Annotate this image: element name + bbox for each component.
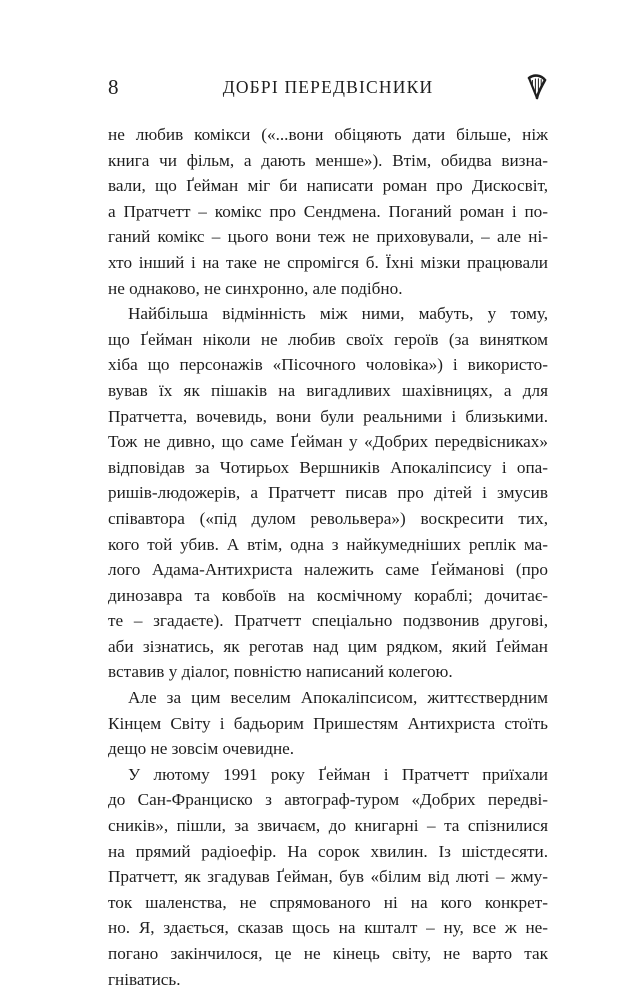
- text-line: що Ґейман ніколи не любив своїх героїв (за винятком: [108, 329, 548, 349]
- running-title: ДОБРІ ПЕРЕДВІСНИКИ: [222, 77, 434, 97]
- text-line: ришів-людожерів, а Пратчетт писав про дітей і змусив: [108, 483, 548, 503]
- text-line: хіба що персонажів «Пісочного чоловіка») і використо-: [108, 355, 548, 375]
- text-line: вали, що Ґейман міг би написати роман про Дискосвіт,: [108, 176, 548, 196]
- text-line: співавтора («під дулом револьвера») воскресити тих,: [108, 508, 548, 528]
- text-line: дещо не зовсім очевидне.: [108, 739, 295, 759]
- text-line: лого Адама-Антихриста належить саме Ґейманові (про: [108, 560, 548, 580]
- text-line: те – згадаєте). Пратчетт спеціально подзвонив другові,: [108, 611, 548, 631]
- text-line: Але за цим веселим Апокаліпсисом, життєствердним: [128, 688, 548, 708]
- text-line: Найбільша відмінність між ними, мабуть, у тому,: [128, 304, 548, 324]
- paragraph-2: [108, 301, 548, 685]
- harp-icon: [526, 74, 548, 100]
- text-line: гніватись.: [108, 969, 181, 989]
- text-line: ток шаленства, не спрямованого ні на кого конкрет-: [108, 892, 548, 912]
- text-line: динозавра та ковбоїв на космічному кораблі; дочитає-: [108, 585, 548, 605]
- text-line: вував їх як пішаків на вигадливих шахівницях, а для: [108, 380, 548, 400]
- text-line: не однаково, не синхронно, але подібно.: [108, 278, 403, 298]
- text-line: но. Я, здається, сказав щось на кшталт – ну, все ж не-: [108, 918, 548, 938]
- paragraph-3: [108, 685, 548, 762]
- page-header: [108, 72, 548, 102]
- text-line: сників», пішли, за звичаєм, до книгарні – та спізнилися: [108, 816, 548, 836]
- text-line: У лютому 1991 року Ґейман і Пратчетт приїхали: [128, 764, 548, 784]
- text-line: а Пратчетт – комікс про Сендмена. Поганий роман і по-: [108, 201, 548, 221]
- text-line: ганий комікс – цього вони теж не приховували, – але ні-: [108, 227, 548, 247]
- text-line: аби зізнатись, як реготав над цим рядком, який Ґейман: [108, 636, 548, 656]
- text-line: погано закінчилося, це не кінець світу, не варто так: [108, 944, 548, 963]
- text-line: вставив у діалог, повністю написаний колегою.: [108, 662, 453, 682]
- text-line: Кінцем Світу і бадьорим Пришестям Антихриста стоїть: [108, 713, 548, 733]
- text-line: на прямий радіоефір. На сорок хвилин. Із шістдесяти.: [108, 841, 548, 861]
- paragraph-4: [108, 762, 548, 992]
- text-line: хто інший і на таке не спромігся б. Їхні мізки працювали: [108, 252, 548, 272]
- paragraph-1: [108, 122, 548, 301]
- text-line: відповідав за Чотирьох Вершників Апокаліпсису і опа-: [108, 457, 548, 477]
- text-line: не любив комікси («...вони обіцяють дати більше, ніж: [108, 125, 548, 144]
- body-text: [108, 122, 548, 992]
- text-line: Пратчетт, як згадував Ґейман, був «білим від люті – жму-: [108, 867, 548, 887]
- text-line: до Сан-Франциско з автограф-туром «Добрих передві-: [108, 790, 548, 810]
- text-line: Пратчетта, вочевидь, вони були реальними і близькими.: [108, 406, 548, 426]
- text-line: Тож не дивно, що саме Ґейман у «Добрих передвісниках»: [108, 432, 548, 452]
- text-line: книга чи фільм, а дають менше»). Втім, обидва визна-: [108, 150, 548, 170]
- text-line: кого той убив. А втім, одна з найкумедніших реплік ма-: [108, 534, 548, 554]
- page-number: 8: [108, 75, 119, 99]
